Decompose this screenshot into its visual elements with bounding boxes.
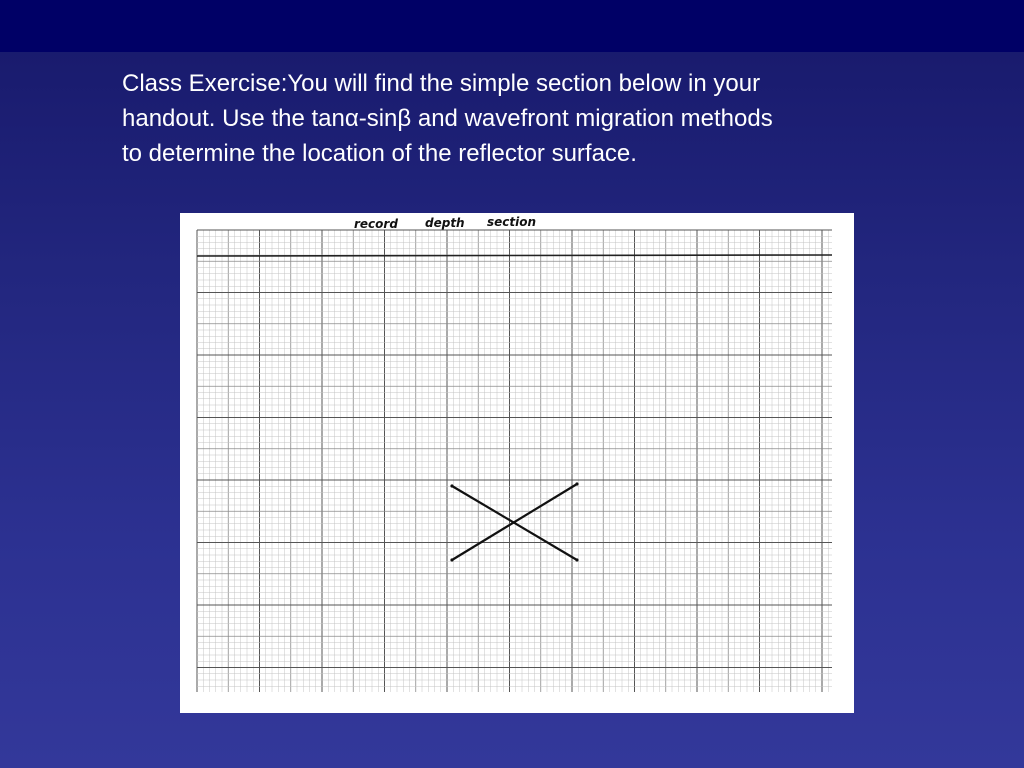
label-record: record [354, 217, 398, 231]
label-section: section [487, 215, 537, 229]
label-depth: depth [425, 216, 465, 230]
segment-1-start-dot [450, 484, 453, 487]
surface-line [197, 255, 832, 256]
title-band [0, 0, 1024, 52]
graph-paper-svg [180, 213, 854, 713]
exercise-text-line-1: Class Exercise:You will find the simple section below in your [122, 70, 761, 97]
graph-grid [197, 230, 832, 692]
segment-2-end-dot [575, 482, 578, 485]
exercise-text-line-3: to determine the location of the reflector surface. [122, 140, 637, 167]
segment-1-end-dot [575, 558, 578, 561]
segment-2-start-dot [450, 558, 453, 561]
exercise-text-line-2: handout. Use the tanα-sinβ and wavefront migration methods [122, 105, 773, 132]
exercise-text [122, 66, 922, 171]
graph-paper-figure [180, 213, 854, 713]
